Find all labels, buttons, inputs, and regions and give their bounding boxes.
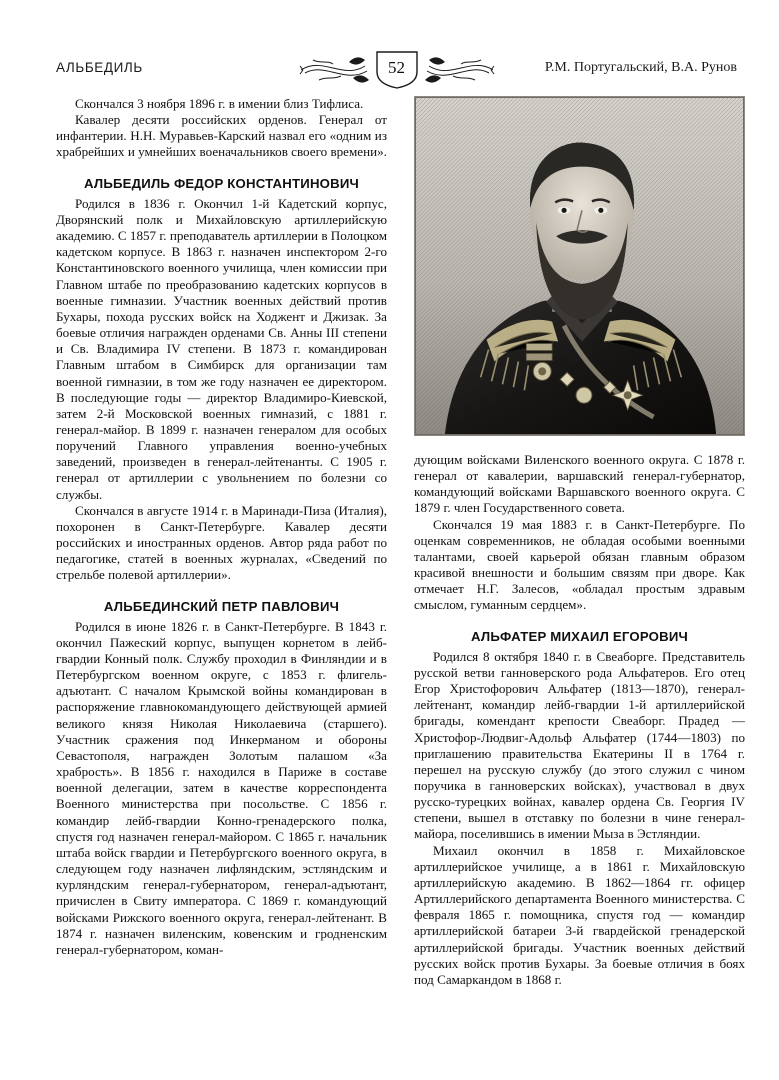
paragraph: Кавалер десяти российских орденов. Генерал от инфантерии. Н.Н. Муравьев-Карский назвал его «одним из храбрейших и умнейших военачальников своего времени». — [56, 112, 387, 160]
paragraph: дующим войсками Виленского военного округа. С 1878 г. генерал от кавалерии, варшавский генерал-губернатор, командующий войсками Варшавского военного округа. С 1879 г. член Государственного совета. — [414, 452, 745, 516]
page-header — [56, 46, 737, 86]
right-text-column — [414, 452, 745, 988]
paragraph: Михаил окончил в 1858 г. Михайловское артиллерийское училище, а в 1861 г. Михайловскую артиллерийскую академию. В 1862—1864 гг. офицер Артиллерийского департамента Военного министерства. С февраля 1865 г. помощника, спустя год — командир артиллерийской батареи 3-й гвардейской гренадерской артиллерийской бригады. Участник военных действий русских войск против Бухары. За боевые отличия в боях под Самаркандом в 1868 г. — [414, 842, 745, 987]
portrait-illustration — [414, 96, 745, 436]
header-right-title: Р.М. Португальский, В.А. Рунов — [544, 60, 737, 75]
left-text-column — [56, 96, 387, 958]
entry-heading-albedil-fedor: АЛЬБЕДИЛЬ ФЕДОР КОНСТАНТИНОВИЧ — [83, 175, 359, 191]
entry-heading-albedinsky-petr: АЛЬБЕДИНСКИЙ ПЕТР ПАВЛОВИЧ — [103, 598, 340, 614]
page-number: 52 — [388, 58, 405, 77]
paragraph: Родился 8 октября 1840 г. в Свеаборге. Представитель русской ветви ганноверского рода Альфатеров. Его отец Егор Христофорович Альфатер (1813—1870), генерал-лейтенант, командир лейб-гвардии 1-й артиллерийской бригады, комендант крепости Свеаборг. Прадед — Христофор-Людвиг-Адольф Альфатер (1744—1803) по приглашению правительства Екатерины II в 1764 г. перешел на русскую службу (до этого служил с чином поручика в ганноверских войсках), участвовал в двух русско-турецких войнах, кавалер ордена Св. Георгия IV степени, вышел в отставку по болезни в чине генерал-майора, поселившись в имении Мыза в Эстляндии. — [414, 648, 745, 842]
paragraph: Родился в 1836 г. Окончил 1-й Кадетский корпус, Дворянский полк и Михайловскую артиллерийскую академию. С 1857 г. преподаватель артиллерии в Полоцком кадетском корпусе. В 1863 г. назначен инспектором 2-го Константиновского военного училища, член комиссии при Главном штабе по преобразованию кадетских корпусов в военные гимназии. Участник военных действий против Бухары, похода русских войск на Ходжент и Джизак. За боевые отличия награжден орденами Св. Анны III степени и Св. Владимира IV степени. В 1873 г. командирован Главным штабом в Симбирск для организации там военной гимназии, в том же году назначен ее директором. В последующие годы — директор Владимиро-Киевской, затем 2-й Московской военных гимназий, с 1881 г. генерал-майор. В 1899 г. назначен генералом для особых поручений Главного управления военно-учебных заведений, произведен в генерал-лейтенанты. С 1905 г. генерал от артиллерии с увольнением по болезни со службы. — [56, 195, 387, 502]
paragraph: Скончался в августе 1914 г. в Маринади-Пиза (Италия), похоронен в Санкт-Петербурге. Кавалер десяти российских и иностранных орденов. Автор ряда работ по педагогике, статей в военных журналах, «Сведений по стрельбе полевой артиллерии». — [56, 502, 387, 583]
paragraph: Скончался 19 мая 1883 г. в Санкт-Петербурге. По оценкам современников, не обладая особыми военными талантами, своей карьерой обязан главным образом красивой внешности и большим связям при дворе. Как отмечает Н.Г. Залесов, «обладал простым здравым смыслом, гуманным сердцем». — [414, 516, 745, 613]
entry-heading-alfater-mikhail: АЛЬФАТЕР МИХАИЛ ЕГОРОВИЧ — [470, 628, 688, 644]
header-left-title: АЛЬБЕДИЛЬ — [56, 60, 143, 75]
paragraph: Скончался 3 ноября 1896 г. в имении близ Тифлиса. — [75, 96, 364, 111]
paragraph: Родился в июне 1826 г. в Санкт-Петербурге. В 1843 г. окончил Пажеский корпус, выпущен корнетом в лейб-гвардии Конный полк. Службу проходил в Финляндии и в Петербургском военном округе, с 1853 г. флигель-адъютант. С началом Крымской войны командирован в распоряжение главнокомандующего действующей армией великого князя Николая Николаевича (старшего). Участник сражения под Инкерманом и обороны Севастополя, награжден Золотым палашом «За храбрость». В 1856 г. находился в Париже в составе военной делегации, затем в качестве корреспондента Военного министерства при посольстве. С 1856 г. командир лейб-гвардии Конно-гренадерского полка, спустя год назначен генерал-майором. С 1865 г. начальник штаба войск гвардии и Петербургского военного округа, в следующем году назначен лифляндским, эстляндским и курляндским генерал-губернатором, генерал-адъютант, причислен в Свиту императора. С 1869 г. командующий войсками Рижского военного округа, генерал-лейтенант. В 1874 г. назначен виленским, ковенским и гродненским генерал-губернатором, коман- — [56, 618, 387, 957]
